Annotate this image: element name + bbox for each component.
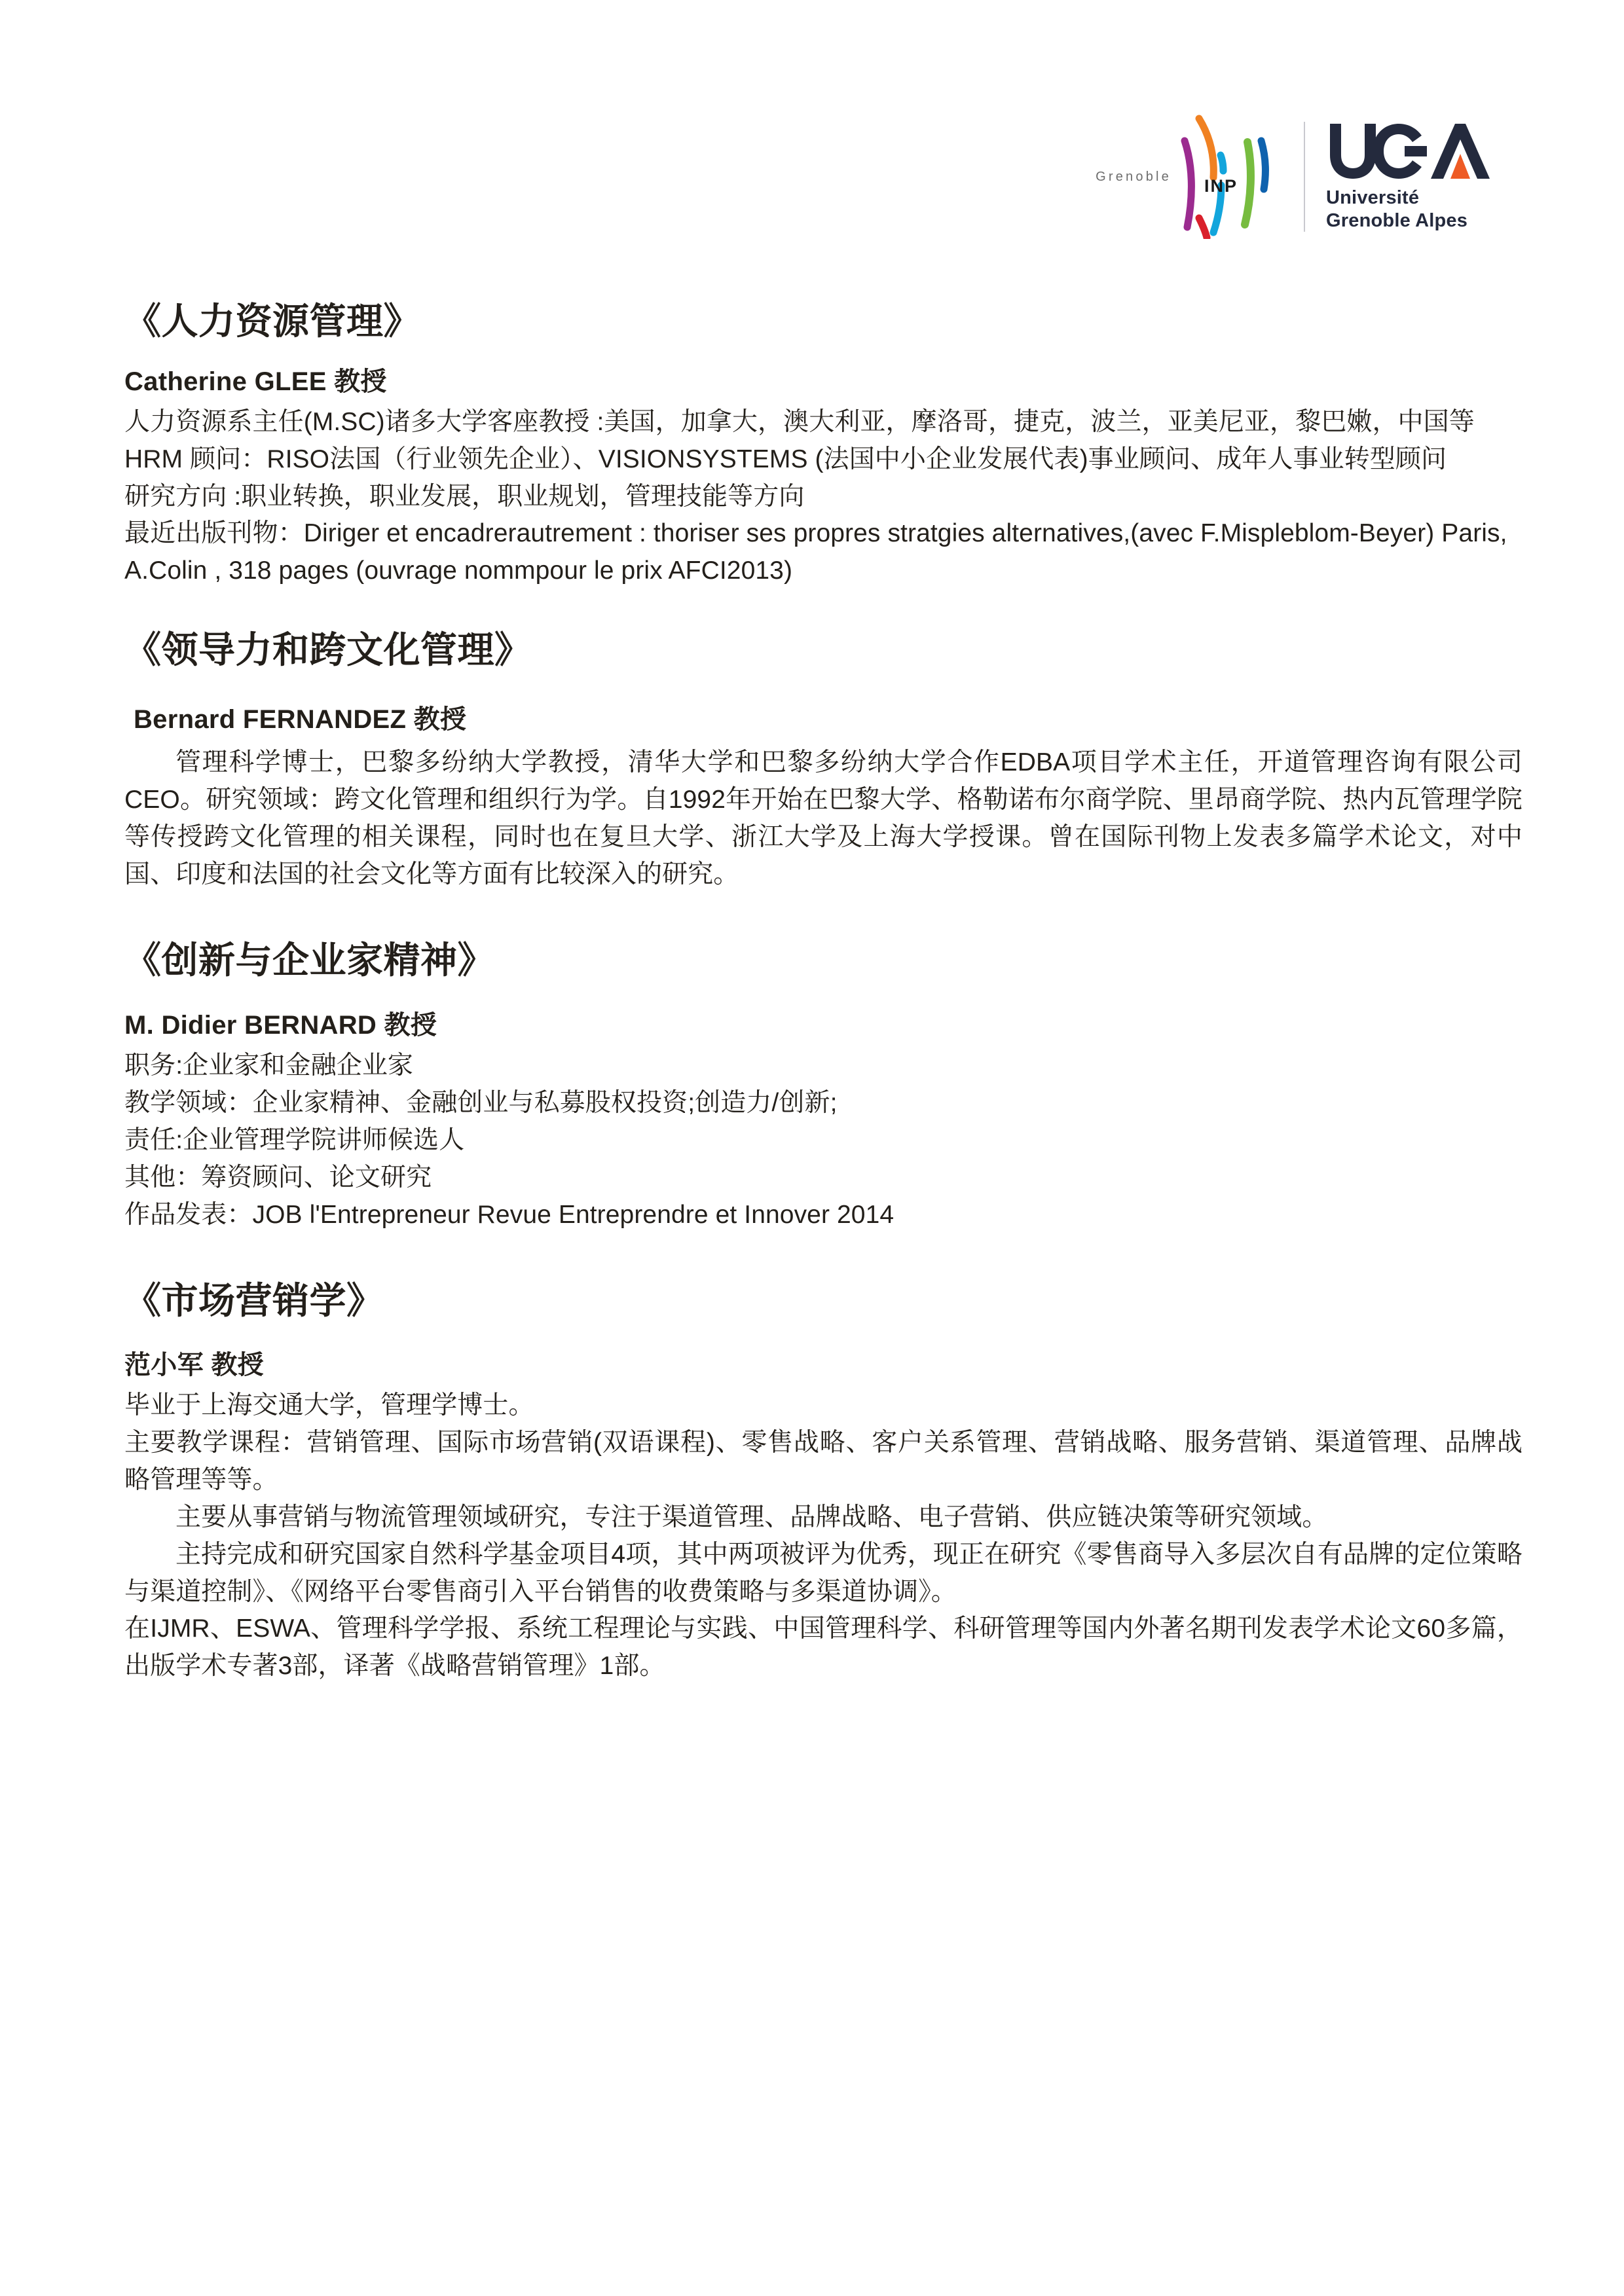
inp-letters-text: INP [1204,176,1238,196]
instructor-bio: 主持完成和研究国家自然科学基金项目4项，其中两项被评为优秀，现正在研究《零售商导入多层次自有品牌的定位策略与渠道控制》、《网络平台零售商引入平台销售的收费策略与多渠道协调》。 [124,1540,1522,1606]
bio-line: 最近出版刊物：Diriger et encadrerautrement : thoriser ses propres stratgies alternatives,(avec F.Mispleblom-Beyer) Paris, A.Colin , 318 pages (ouvrage nommpour le prix AFCI2013) [124,519,1507,585]
instructor-name: Bernard FERNANDEZ 教授 [134,705,467,735]
bio-line: 研究方向 :职业转换，职业发展，职业规划，管理技能等方向 [124,482,805,511]
inp-arcs-icon [1169,115,1287,239]
uga-monogram-icon [1326,121,1490,181]
course-title: 《领导力和跨文化管理》 [124,629,532,671]
uga-name-block [1326,187,1490,233]
page-header [0,0,1624,275]
course-section-leadership [124,627,1522,893]
instructor-bio: 毕业于上海交通大学，管理学博士。 [124,1391,534,1419]
instructor-bio [124,1048,1522,1234]
institution-logo-lockup [1096,115,1490,239]
course-title: 《人力资源管理》 [124,301,420,342]
document-body [124,298,1522,1685]
instructor-name: Catherine GLEE 教授 [124,367,387,396]
course-title: 《市场营销学》 [124,1280,384,1322]
bio-line: 教学领域：企业家精神、金融创业与私募股权投资;创造力/创新; [124,1089,838,1118]
bio-line: HRM 顾问：RISO法国（行业领先企业）、VISIONSYSTEMS (法国中小企业发展代表)事业顾问、成年人事业转型顾问 [124,445,1447,473]
instructor-name: M. Didier BERNARD 教授 [124,1011,437,1040]
bio-line: 人力资源系主任(M.SC)诸多大学客座教授 :美国，加拿大，澳大利亚，摩洛哥，捷克，波兰，亚美尼亚，黎巴嫩，中国等 [124,407,1475,436]
uga-name-line1: Université [1326,187,1420,208]
grenoble-inp-wordmark [1096,170,1172,185]
bio-line: 责任:企业管理学院讲师候选人 [124,1126,465,1155]
instructor-bio: 主要教学课程：营销管理、国际市场营销(双语课程)、零售战略、客户关系管理、营销战略、服务营销、渠道管理、品牌战略管理等等。 [124,1428,1522,1494]
grenoble-inp-logo [1096,115,1304,239]
instructor-bio [124,404,1522,591]
uga-logo [1305,115,1490,239]
instructor-bio: 在IJMR、ESWA、管理科学学报、系统工程理论与实践、中国管理科学、科研管理等国内外著名期刊发表学术论文60多篇，出版学术专著3部，译著《战略营销管理》1部。 [124,1614,1522,1681]
grenoble-text: Grenoble [1096,169,1172,184]
course-section-hrm [124,298,1522,590]
instructor-name: 范小军 教授 [124,1350,264,1379]
bio-line: 职务:企业家和金融企业家 [124,1051,414,1080]
bio-line: 作品发表：JOB l'Entrepreneur Revue Entreprendre et Innover 2014 [124,1201,895,1230]
bio-line: 其他：筹资顾问、论文研究 [124,1163,432,1192]
course-title: 《创新与企业家精神》 [124,939,494,981]
instructor-bio: 主要从事营销与物流管理领域研究，专注于渠道管理、品牌战略、电子营销、供应链决策等研究领域。 [175,1503,1328,1531]
course-section-marketing [124,1277,1522,1685]
course-section-innovation [124,937,1522,1234]
instructor-bio: 管理科学博士，巴黎多纷纳大学教授，清华大学和巴黎多纷纳大学合作EDBA项目学术主任，开道管理咨询有限公司CEO。研究领域：跨文化管理和组织行为学。自1992年开始在巴黎大学、格勒诺布尔商学院、里昂商学院、热内瓦管理学院等传授跨文化管理的相关课程，同时也在复旦大学、浙江大学及上海大学授课。曾在国际刊物上发表多篇学术论文，对中国、印度和法国的社会文化等方面有比较深入的研究。 [124,748,1522,888]
uga-name-line2: Grenoble Alpes [1326,210,1468,231]
